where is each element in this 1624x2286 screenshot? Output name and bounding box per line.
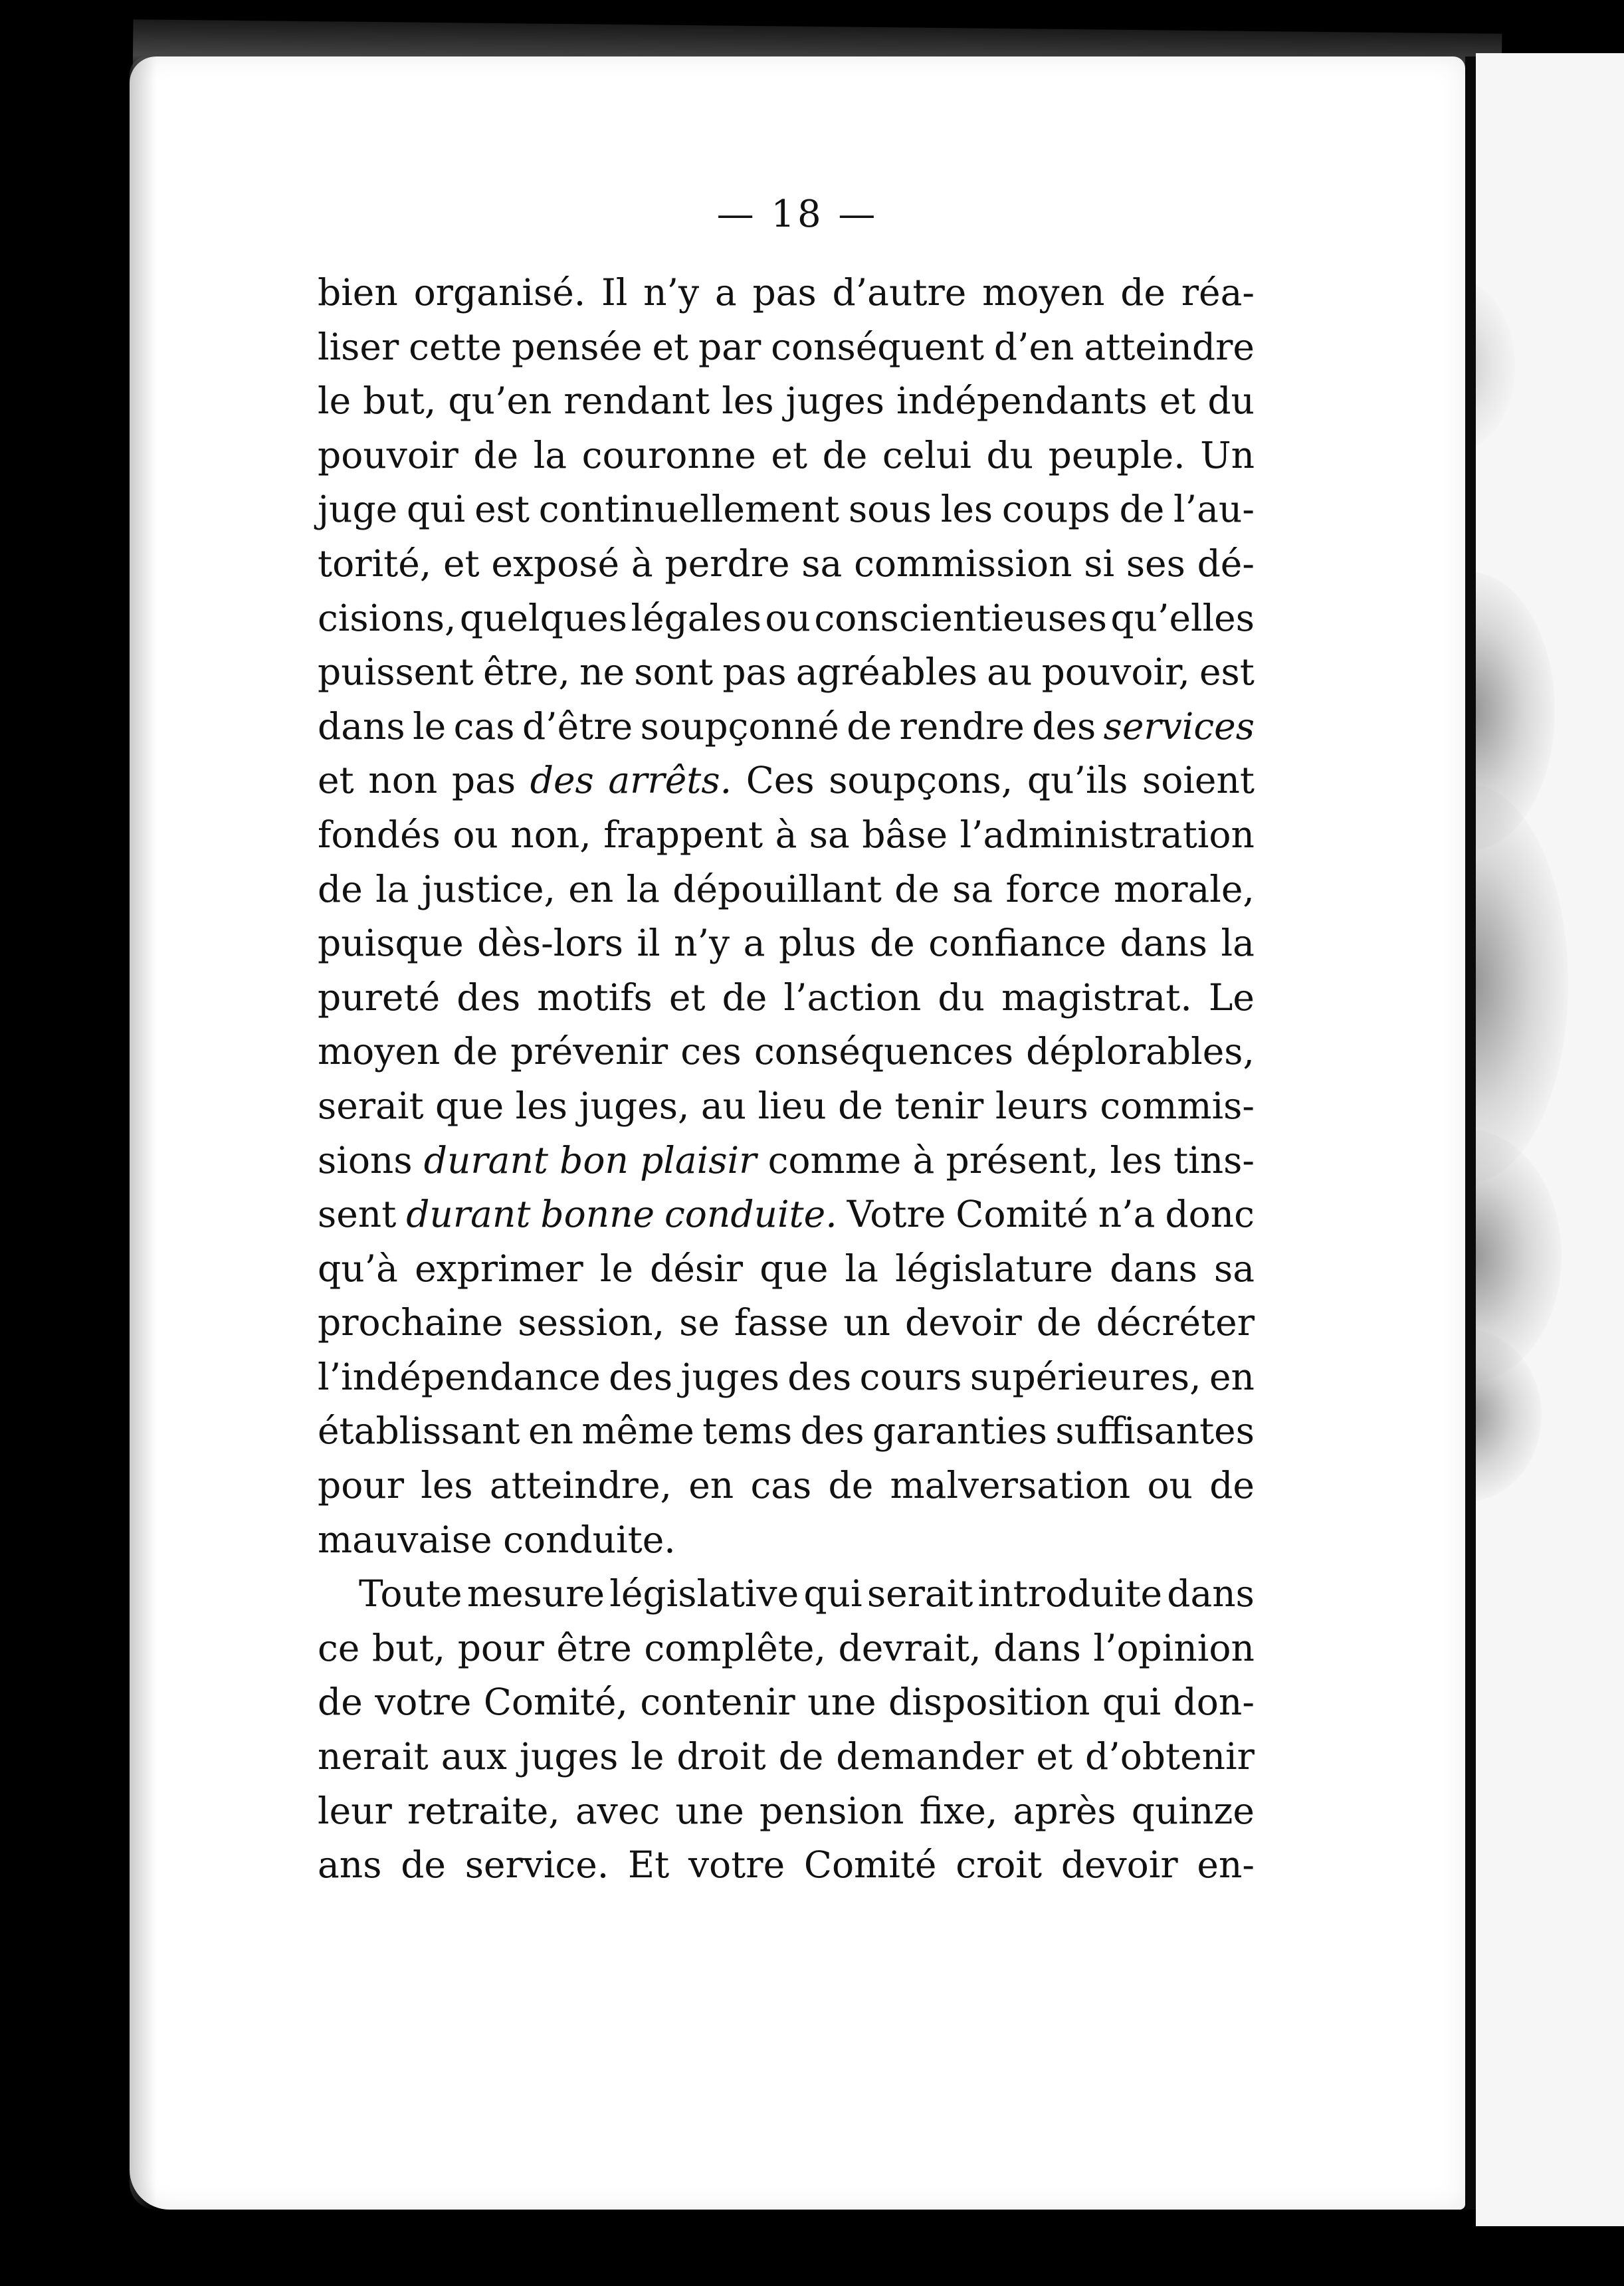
word: en — [1209, 1355, 1255, 1398]
word: non, — [510, 813, 591, 856]
word: de — [318, 867, 363, 910]
text-line — [318, 1242, 1255, 1297]
word: de — [847, 704, 892, 748]
word: Le — [1208, 976, 1255, 1019]
word: de — [722, 976, 767, 1019]
text-line — [318, 916, 1255, 971]
word: si — [1084, 542, 1115, 585]
text-line — [318, 1730, 1255, 1784]
word: le — [631, 1735, 664, 1778]
word: de — [828, 1464, 874, 1507]
word: à — [912, 1138, 935, 1182]
word: est — [1199, 651, 1255, 694]
word: celui — [882, 433, 971, 476]
word: réa- — [1181, 271, 1255, 314]
word: malversation — [890, 1464, 1131, 1507]
word: et — [771, 433, 808, 476]
page-number: — 18 — — [716, 193, 878, 236]
word: sa — [1213, 1247, 1255, 1290]
word: comme — [767, 1138, 902, 1182]
text-line — [318, 1513, 1255, 1568]
word: sa — [809, 813, 850, 856]
word: motifs — [537, 976, 653, 1019]
word: tenir — [894, 1084, 984, 1127]
word: introduite — [977, 1572, 1163, 1615]
word: et — [318, 759, 354, 802]
word: de — [1119, 488, 1165, 531]
word: qui — [1102, 1681, 1162, 1724]
word: établissant — [318, 1409, 520, 1453]
word: pour — [457, 1626, 544, 1669]
word: les — [722, 379, 774, 423]
word: plaisir — [640, 1138, 757, 1182]
word: suffisantes — [1055, 1409, 1255, 1453]
word: peuple. — [1048, 433, 1185, 476]
word: des — [800, 1409, 864, 1453]
word: cours — [859, 1355, 962, 1398]
word: donc — [1165, 1193, 1255, 1236]
word: du — [1207, 379, 1255, 423]
word: ou — [765, 596, 811, 639]
book-spine — [1465, 56, 1476, 2210]
word: Et — [627, 1843, 670, 1887]
word: une — [807, 1681, 876, 1724]
text-line — [318, 1567, 1255, 1621]
word: être — [556, 1626, 632, 1669]
word: du — [938, 976, 985, 1019]
word: retraite, — [407, 1789, 560, 1832]
word: le — [413, 704, 447, 748]
word: torité, — [318, 542, 432, 585]
word: il — [637, 922, 660, 965]
word: de — [401, 1843, 446, 1887]
word: est — [474, 488, 530, 531]
word: durant — [423, 1138, 548, 1182]
word: et — [443, 542, 480, 585]
word: pureté — [318, 976, 441, 1019]
word: le — [318, 379, 352, 423]
word: dans — [1120, 922, 1207, 965]
word: cas — [453, 704, 515, 748]
word: ce — [318, 1626, 360, 1669]
word: de — [894, 867, 940, 910]
word: a — [714, 271, 737, 314]
word: durant — [406, 1193, 531, 1236]
word: magistrat. — [1001, 976, 1192, 1019]
word: déplorables, — [1026, 1030, 1255, 1073]
word: des — [530, 759, 594, 802]
word: l’opinion — [1093, 1626, 1255, 1669]
word: conséquences — [754, 1030, 1014, 1073]
word: atteindre, — [489, 1464, 672, 1507]
word: qu’ils — [1027, 759, 1128, 802]
word: en- — [1197, 1843, 1255, 1887]
word: le — [599, 1247, 634, 1290]
word: n’y — [674, 922, 730, 965]
text-line — [318, 374, 1255, 429]
word: force — [1005, 867, 1101, 910]
word: sa — [801, 542, 843, 585]
word: les — [1110, 1138, 1162, 1182]
word: moyen — [982, 271, 1105, 314]
word: but, — [363, 379, 437, 423]
word: législative — [609, 1572, 799, 1615]
word: d’obtenir — [1085, 1735, 1255, 1778]
word: juge — [318, 488, 398, 531]
word: de — [822, 433, 868, 476]
text-line — [318, 1784, 1255, 1839]
word: pouvoir — [318, 433, 458, 476]
word: être, — [482, 651, 570, 694]
word: juges — [680, 1355, 779, 1398]
word: au — [987, 651, 1033, 694]
word: indépendants — [896, 379, 1148, 423]
word: demander — [836, 1735, 1024, 1778]
word: don- — [1173, 1681, 1255, 1724]
word: Toute — [359, 1572, 462, 1615]
word: exprimer — [415, 1247, 583, 1290]
word: à — [775, 813, 797, 856]
word: bonne — [540, 1193, 655, 1236]
word: l’action — [783, 976, 922, 1019]
word: pas — [752, 271, 817, 314]
word: juges — [785, 379, 885, 423]
word: des — [787, 1355, 852, 1398]
word: soupçons, — [829, 759, 1013, 802]
word: de — [838, 1084, 883, 1127]
word: moyen — [318, 1030, 441, 1073]
word: dé- — [1197, 542, 1255, 585]
text-line — [318, 482, 1255, 537]
word: continuellement — [538, 488, 840, 531]
word: sont — [634, 651, 714, 694]
text-line — [318, 808, 1255, 863]
word: justice, — [421, 867, 556, 910]
word: un — [843, 1301, 890, 1344]
word: d’autre — [832, 271, 967, 314]
word: d’être — [522, 704, 633, 748]
word: exposé — [491, 542, 620, 585]
word: conduite. — [664, 1193, 837, 1236]
word: de — [1120, 271, 1166, 314]
word: du — [986, 433, 1034, 476]
word: une — [675, 1789, 744, 1832]
word: avec — [575, 1789, 660, 1832]
word: dépouillant — [672, 867, 882, 910]
word: de — [453, 1030, 498, 1073]
word: conséquent — [771, 325, 984, 368]
word: décréter — [1096, 1301, 1255, 1344]
word: services — [1103, 704, 1255, 748]
word: dans — [1167, 1572, 1255, 1615]
word: pouvoir, — [1041, 651, 1190, 694]
word: Ces — [746, 759, 815, 802]
word: atteindre — [1084, 325, 1255, 368]
word: mesure — [466, 1572, 605, 1615]
word: serait — [866, 1572, 973, 1615]
word: contenir — [640, 1681, 795, 1724]
word: conscientieuses — [814, 596, 1107, 639]
word: confiance — [928, 922, 1106, 965]
text-line — [318, 1838, 1255, 1893]
word: légales — [631, 596, 761, 639]
page-shadow — [130, 56, 156, 2210]
word: que — [760, 1247, 829, 1290]
text-line — [318, 754, 1255, 808]
word: d’en — [993, 325, 1074, 368]
word: fondés — [318, 813, 441, 856]
word: désir — [650, 1247, 744, 1290]
word: des — [457, 976, 521, 1019]
word: fasse — [734, 1301, 829, 1344]
word: soient — [1142, 759, 1255, 802]
word: juges, — [579, 1084, 690, 1127]
word: Il — [601, 271, 628, 314]
word: qu’elles — [1110, 596, 1255, 639]
word: pensée — [512, 325, 643, 368]
word: coups — [1001, 488, 1110, 531]
word: même — [581, 1409, 694, 1453]
word: au — [700, 1084, 747, 1127]
word: de — [1209, 1464, 1255, 1507]
word: non — [368, 759, 438, 802]
word: prévenir — [510, 1030, 668, 1073]
word: votre — [688, 1843, 785, 1887]
word: des — [609, 1355, 673, 1398]
word: cette — [409, 325, 502, 368]
word: les — [421, 1464, 473, 1507]
word: qui — [407, 488, 466, 531]
word: pour — [318, 1464, 405, 1507]
word: leurs — [995, 1084, 1088, 1127]
word: Comité — [956, 1193, 1088, 1236]
word: sous — [848, 488, 932, 531]
word: fixe, — [919, 1789, 998, 1832]
word: frappent — [603, 813, 763, 856]
word: dans — [993, 1626, 1081, 1669]
word: droit — [676, 1735, 766, 1778]
word: session, — [518, 1301, 665, 1344]
text-line — [318, 1134, 1255, 1188]
word: la — [1221, 922, 1255, 965]
word: Un — [1200, 433, 1255, 476]
text-line — [318, 971, 1255, 1025]
word: qui — [803, 1572, 863, 1615]
word: soupçonné — [640, 704, 839, 748]
word: devrait, — [838, 1626, 981, 1669]
word: et — [1036, 1735, 1073, 1778]
word: sions — [318, 1138, 413, 1182]
text-line — [318, 700, 1255, 754]
word: et — [668, 976, 706, 1019]
word: des — [1032, 704, 1096, 748]
word: puisque — [318, 922, 464, 965]
text-line — [318, 1675, 1255, 1730]
word: dans — [318, 704, 405, 748]
word: se — [679, 1301, 720, 1344]
word: morale, — [1113, 867, 1255, 910]
word: commission — [854, 542, 1072, 585]
word: pas — [722, 651, 787, 694]
word: quinze — [1131, 1789, 1255, 1832]
word: devoir — [905, 1301, 1022, 1344]
word: en — [688, 1464, 734, 1507]
word: complête, — [644, 1626, 826, 1669]
word: la — [845, 1247, 878, 1290]
word: plus — [778, 922, 857, 965]
word: la — [375, 867, 409, 910]
word: législature — [895, 1247, 1094, 1290]
word: bâse — [862, 813, 948, 856]
word: par — [698, 325, 761, 368]
word: de — [778, 1735, 824, 1778]
word: la — [533, 433, 567, 476]
word: n’a — [1098, 1193, 1156, 1236]
text-line — [318, 1025, 1255, 1079]
word: juges — [519, 1735, 619, 1778]
word: croit — [956, 1843, 1043, 1887]
text-line — [318, 537, 1255, 591]
word: quelques — [459, 596, 628, 639]
word: les — [940, 488, 993, 531]
word: dès-lors — [477, 922, 623, 965]
word: organisé. — [413, 271, 586, 314]
text-line — [318, 1621, 1255, 1676]
word: rendant — [563, 379, 710, 423]
text-line — [318, 1079, 1255, 1134]
text-line — [318, 863, 1255, 917]
word: nerait — [318, 1735, 429, 1778]
word: Comité, — [483, 1681, 628, 1724]
text-line — [318, 1459, 1255, 1513]
text-line — [318, 591, 1255, 646]
word: et — [652, 325, 689, 368]
word: les — [515, 1084, 568, 1127]
text-line — [318, 429, 1255, 483]
word: Votre — [847, 1193, 946, 1236]
word: en — [568, 867, 614, 910]
word: pas — [451, 759, 516, 802]
text-line — [318, 1188, 1255, 1242]
word: mauvaise — [318, 1518, 492, 1561]
word: de — [473, 433, 519, 476]
word: service. — [464, 1843, 609, 1887]
body-text — [318, 266, 1255, 1893]
word: perdre — [664, 542, 790, 585]
word: a — [743, 922, 765, 965]
word: garanties — [872, 1409, 1047, 1453]
word: but, — [371, 1626, 446, 1669]
text-line — [318, 645, 1255, 700]
word: de — [318, 1681, 363, 1724]
word: aux — [441, 1735, 507, 1778]
word: ses — [1126, 542, 1185, 585]
word: que — [435, 1084, 504, 1127]
word: en — [528, 1409, 573, 1453]
word: rendre — [899, 704, 1025, 748]
word: sa — [952, 867, 993, 910]
word: présent, — [946, 1138, 1099, 1182]
word: à — [631, 542, 653, 585]
word: arrêts. — [608, 759, 732, 802]
word: devoir — [1061, 1843, 1178, 1887]
word: bien — [318, 271, 398, 314]
word: leur — [318, 1789, 392, 1832]
word: n’y — [643, 271, 700, 314]
word: couronne — [581, 433, 756, 476]
word: qu’en — [448, 379, 552, 423]
word: disposition — [888, 1681, 1090, 1724]
word: tins- — [1173, 1138, 1255, 1182]
word: agréables — [795, 651, 977, 694]
text-line — [318, 1296, 1255, 1350]
word: tems — [702, 1409, 793, 1453]
word: cas — [750, 1464, 812, 1507]
word: supérieures, — [969, 1355, 1201, 1398]
word: de — [869, 922, 915, 965]
word: l’administration — [960, 813, 1255, 856]
word: ou — [453, 813, 498, 856]
word: dans — [1110, 1247, 1197, 1290]
word: de — [1036, 1301, 1082, 1344]
word: cisions, — [318, 596, 457, 639]
word: commis- — [1100, 1084, 1255, 1127]
word: puissent — [318, 651, 474, 694]
text-line — [318, 1404, 1255, 1459]
word: ces — [680, 1030, 742, 1073]
word: votre — [375, 1681, 472, 1724]
word: prochaine — [318, 1301, 504, 1344]
word: sent — [318, 1193, 397, 1236]
word: ans — [318, 1843, 382, 1887]
word: lieu — [758, 1084, 827, 1127]
word: pension — [759, 1789, 904, 1832]
word: conduite. — [503, 1518, 676, 1561]
word: serait — [318, 1084, 424, 1127]
word: l’indépendance — [318, 1355, 601, 1398]
word: ou — [1147, 1464, 1193, 1507]
text-line — [318, 320, 1255, 375]
word: liser — [318, 325, 399, 368]
word: la — [626, 867, 660, 910]
word: qu’à — [318, 1247, 398, 1290]
word: bon — [559, 1138, 629, 1182]
text-line — [318, 266, 1255, 320]
word: après — [1013, 1789, 1116, 1832]
text-line — [318, 1350, 1255, 1405]
word: Comité — [803, 1843, 937, 1887]
word: l’au- — [1173, 488, 1255, 531]
word: et — [1159, 379, 1196, 423]
word: ne — [579, 651, 625, 694]
